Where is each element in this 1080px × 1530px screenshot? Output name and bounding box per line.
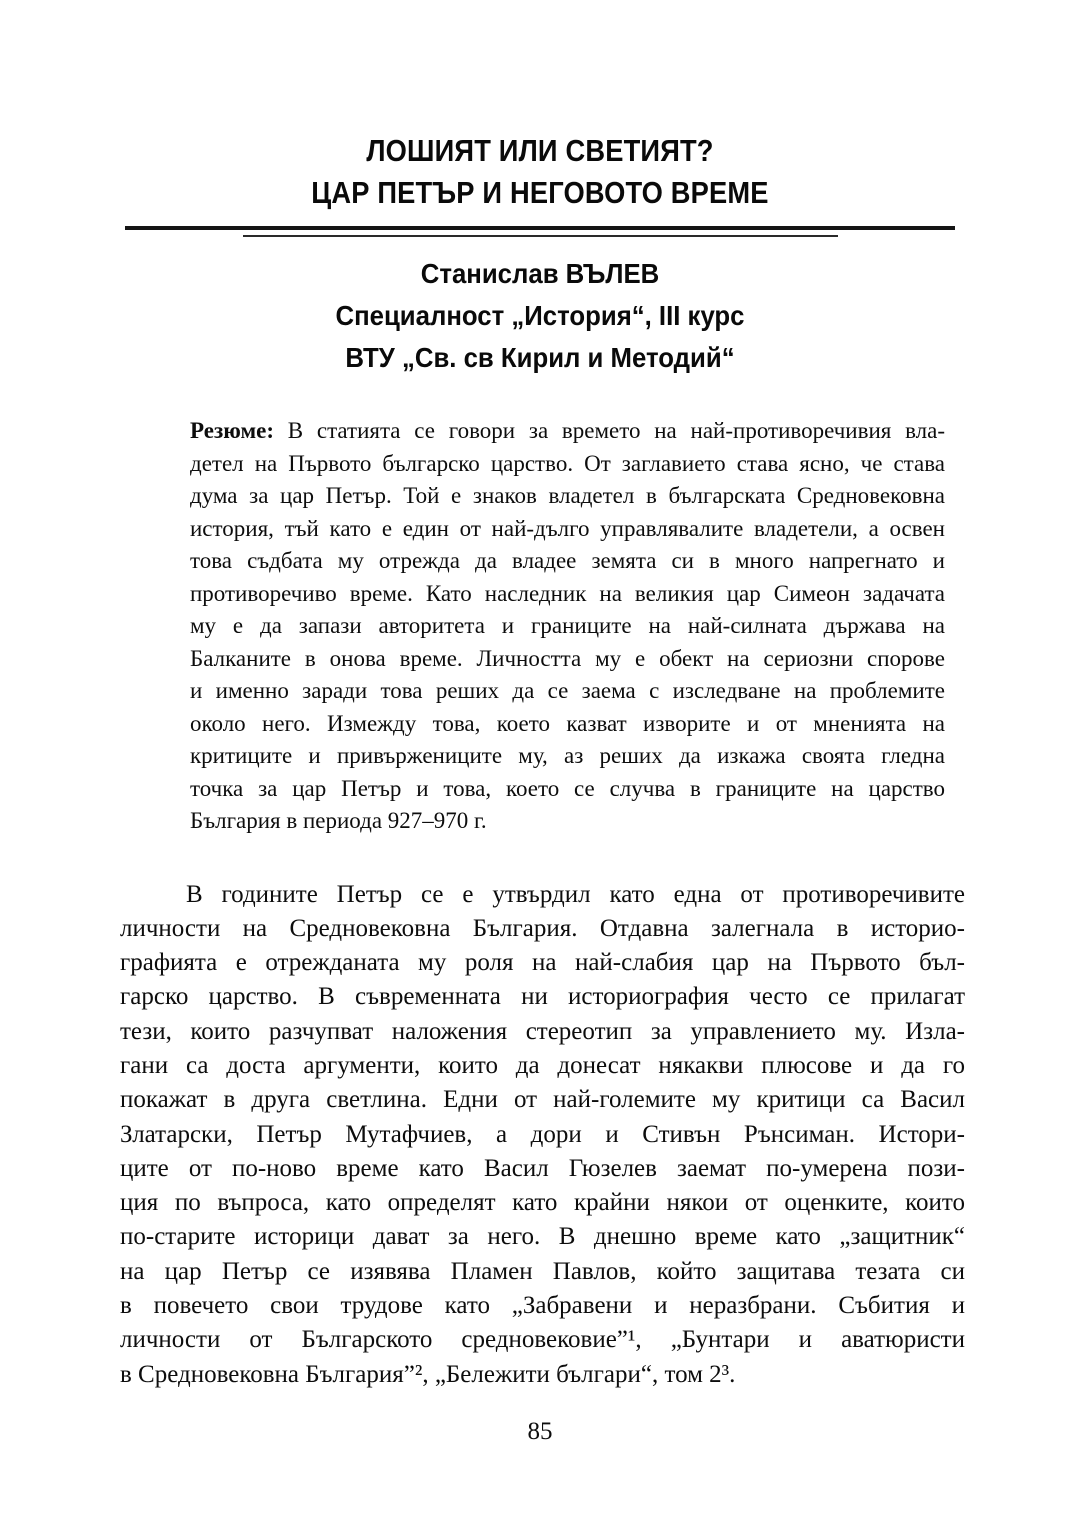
body-text-line: личности на Средновековна България. Отдавна залегнала в историо- [120,914,965,942]
abstract-text-line: това съдбата му отрежда да владее земята си в много напрегнато и [190,548,945,573]
body-text-line: в повечето свои трудове като „Забравени и неразбрани. Събития и [120,1292,965,1320]
abstract-text-line: му е да запази авторитета и границите на най-силната държава на [190,613,945,638]
abstract-text-line: Балканите в онова време. Личността му е обект на сериозни спорове [190,645,945,671]
body-text-line: ците от по-ново време като Васил Гюзелев заемат по-умерена пози- [120,1154,965,1182]
abstract-text-line: история, тъй като е един от най-дълго управлявалите владетели, а освен [190,515,945,541]
body-text-line: Златарски, Петър Мутафчиев, а дори и Стивън Рънсиман. Истори- [120,1120,965,1148]
abstract-text-line: около него. Измежду това, което казват изворите и от мненията на [190,710,945,736]
article-title-line-1: ЛОШИЯТ ИЛИ СВЕТИЯТ? [366,133,714,168]
body-text-line: графията е отрежданата му роля на най-слабия цар на Първото бъл- [120,949,965,977]
body-text-line: ция по въпроса, като определят като крайни някои от оценките, които [120,1189,965,1217]
abstract-text-line: България в периода 927–970 г. [190,808,487,833]
abstract-text-line: точка за цар Петър и това, което се случва в границите на царство [190,775,945,801]
body-text-line: тези, които разчупват наложения стереотип за управлението му. Изла- [120,1017,965,1045]
abstract-first-line-text: В статията се говори за времето на най-противоречивия вла- [287,418,945,443]
separator-rule-thin [243,235,838,237]
author-name: Станислав ВЪЛЕВ [420,258,660,289]
abstract-text-line: дума за цар Петър. Той е знаков владетел в българската Средновековна [190,483,945,508]
body-text-line: на цар Петър се изявява Пламен Павлов, който защитава тезата си [120,1257,965,1285]
abstract-label: Резюме: [190,418,275,443]
abstract-text-line: детел на Първото българско царство. От заглавието става ясно, че става [190,450,945,476]
article-title-line-2: ЦАР ПЕТЪР И НЕГОВОТО ВРЕМЕ [311,175,769,210]
author-affiliation-university: ВТУ „Св. св Кирил и Методий“ [345,342,735,373]
abstract-section [190,415,945,838]
author-affiliation-speciality: Специалност „История“, III курс [335,300,745,331]
body-text-line: гарско царство. В съвременната ни историография често се прилагат [120,983,965,1011]
body-text-line: в Средновековна България”², „Бележити българи“, том 2³. [120,1360,736,1388]
body-text-line: по-старите историци дават за него. В днешно време като „защитник“ [120,1223,965,1251]
abstract-first-line [190,415,945,448]
body-text-line: В годините Петър се е утвърдил като една от противоречивите [186,880,965,908]
separator-rule-thick [125,226,955,230]
abstract-lines [190,448,945,838]
abstract-text-line: критиците и привържениците му, аз реших да изкажа своята гледна [190,743,945,768]
article-title [0,130,1080,214]
body-text-line: гани са доста аргументи, които да донесат някакви плюсове и да го [120,1051,965,1079]
body-text-line: личности от Българското средновековие”¹, „Бунтари и аватюристи [120,1326,965,1354]
body-lines [120,878,965,1392]
author-block [0,253,1080,379]
abstract-text-line: противоречиво време. Като наследник на великия цар Симеон задачата [190,580,945,606]
page-number: 85 [527,1417,553,1445]
body-text-line: покажат в друга светлина. Едни от най-големите му критици са Васил [120,1086,965,1114]
abstract-text-line: и именно заради това реших да се заема с изследване на проблемите [190,678,945,703]
body-paragraph [120,878,965,1392]
